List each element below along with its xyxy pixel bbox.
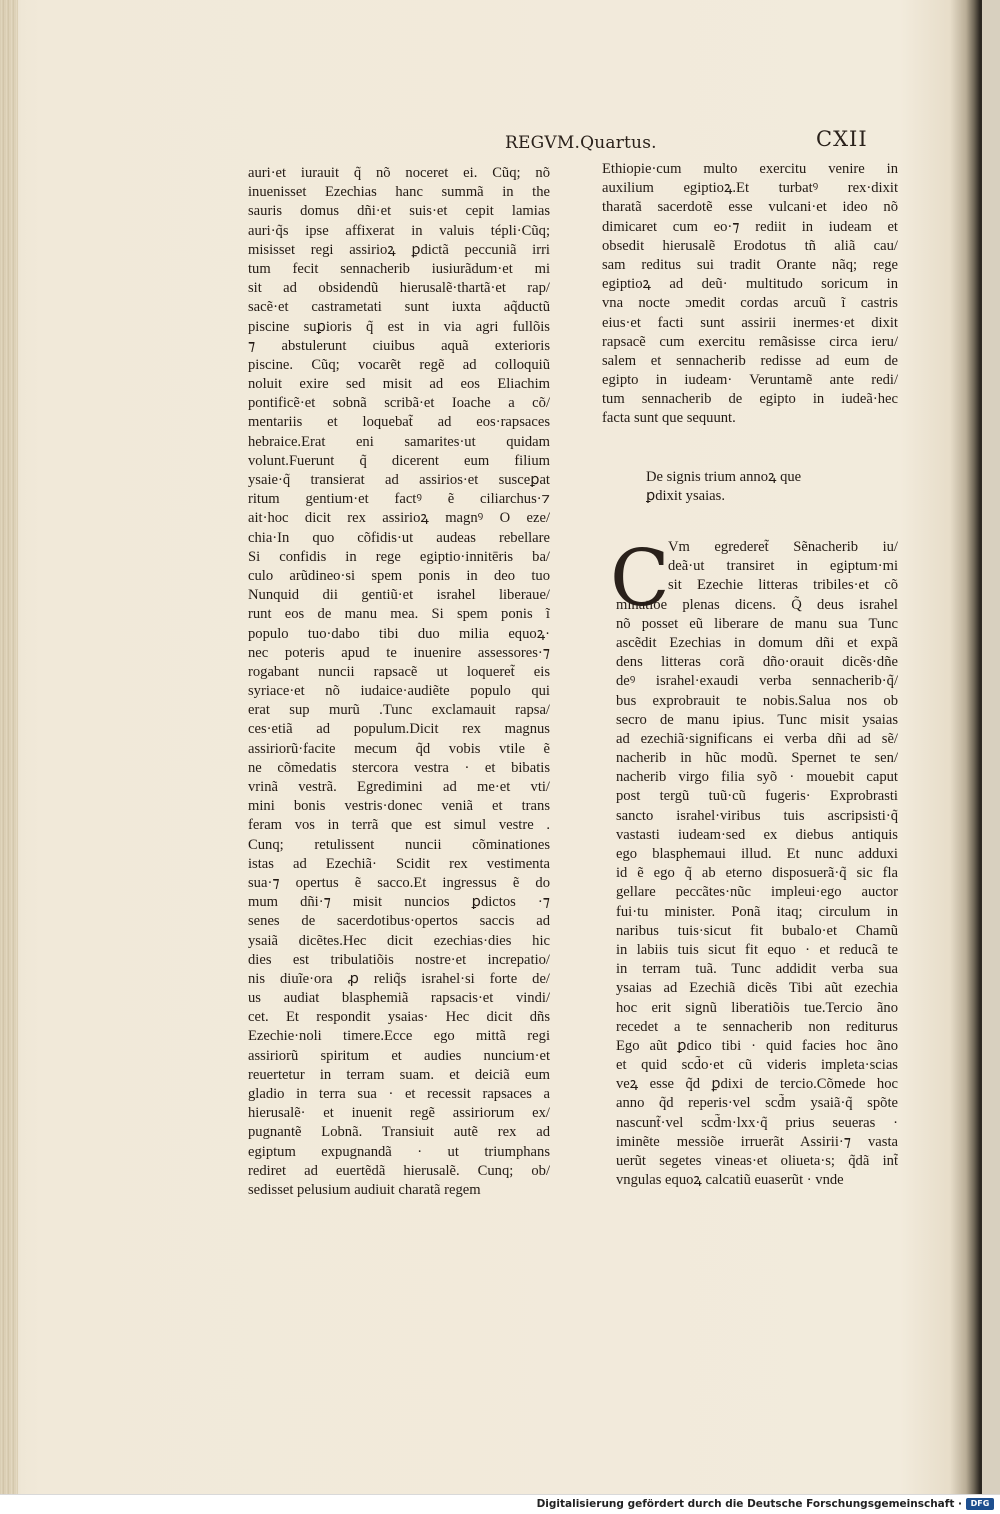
text-line: runt eos de manu mea. Si spem ponis ĩ	[248, 606, 550, 623]
text-line: ego blasphemaui illud. Et nunc adduxi	[616, 846, 898, 862]
text-line: sit ad obsidendũ hierusalẽ·thartã·et rap/	[248, 280, 550, 297]
text-line: ysaiã dicẽtes.Hec dicit ezechias·dies hic	[248, 932, 550, 949]
text-line: recedet a te sennacherib non rediturus	[616, 1018, 898, 1035]
text-line: obsedit hierusalẽ Erodotus tñ aliã cau/	[602, 237, 898, 254]
text-line: ritum gentium·et factꝰ ẽ ciliarchus·⁊	[248, 491, 550, 508]
text-line: sit Ezechie litteras tribiles·et cõ	[668, 577, 898, 594]
text-line: dens litteras corã dño·orauit dicẽs·dñe	[616, 654, 898, 671]
text-line: auxilium egiptioꝝ.Et turbatꝰ rex·dixit	[602, 180, 898, 197]
text-line: Nunquid dii gentiũ·et israhel liberaue/	[248, 587, 550, 604]
text-line: nacherib virgo filia syõ · mouebit caput	[616, 769, 898, 786]
text-line: reuertetur in terram suam. et deiciã eum	[248, 1066, 550, 1083]
text-line: sacẽ·et castrametati sunt iuxta aq̃ductũ	[248, 299, 550, 316]
text-line: deã·ut transiret in egiptum·mi	[668, 558, 898, 575]
text-line: Ethiopie·cum multo exercitu venire in	[602, 161, 898, 177]
footer-bar	[0, 1494, 1000, 1514]
page-edge-stack	[0, 0, 18, 1494]
text-line: mentariis et loquebat̃ ad eos·rapsaces	[248, 414, 550, 431]
text-line: ait·hoc dicit rex assirioꝝ magnꝰ O eze/	[248, 510, 550, 527]
text-line: erat sup murũ .Tunc exclamauit rapsa/	[248, 702, 550, 719]
text-line: feram vos in terrã que est simul vestre .	[248, 817, 550, 834]
text-line: nacherib in hũc modũ. Spernet te sen/	[616, 750, 898, 767]
running-title: REGVM.Quartus.	[505, 133, 657, 153]
text-line: inuenisset Ezechias hanc summã in the	[248, 184, 550, 201]
text-line: minatiõe plenas dicens. Q̃ deus israhel	[616, 596, 898, 613]
text-line: sedisset pelusium audiuit charatã regem	[248, 1181, 481, 1198]
text-line: Cunq; retulissent nuncii cõminationes	[248, 836, 550, 853]
text-line: in labiis tuis sicut fit equo · et reducã te	[616, 941, 898, 958]
text-line: assiriorũ·facite mecum q̃d vobis vtile ẽ	[248, 740, 550, 757]
text-line: uerũt segetes vineas·et oliueta·s; q̃dã int̃	[616, 1153, 898, 1169]
text-line: eius·et facti sunt assirii inermes·et dixit	[602, 314, 898, 331]
left-column	[248, 164, 550, 1200]
dfg-logo: DFG	[966, 1498, 994, 1510]
text-line: iminẽte messiõe irruerãt Assirii·⁊ vasta	[616, 1133, 898, 1150]
text-line: dies est tribulatiõis nostre·et increpatio/	[248, 951, 550, 968]
text-line: istas ad Ezechiã· Scidit rex vestimenta	[248, 855, 550, 872]
text-line: et quid scd̃o·et cũ videris impleta·scias	[616, 1057, 898, 1074]
text-line: auri·et iurauit q̃ nõ noceret ei. Cũq; nõ	[248, 165, 550, 181]
text-line: sam reditus sui tradit Orante nãq; rege	[602, 256, 898, 273]
text-line: gellare peccãtes·nũc impleui·ego auctor	[616, 884, 898, 901]
text-line: ascẽdit Ezechias in domum dñi et expã	[616, 634, 898, 651]
text-line: nõ posset eũ liberare de manu sua Tunc	[616, 615, 898, 632]
text-line: Ezechie·noli timere.Ecce ego mittã regi	[248, 1028, 550, 1045]
text-line: naribus tuis·sicut fit bubalo·et Chamũ	[616, 922, 898, 939]
text-line: senes de sacerdotibus·opertos saccis ad	[248, 913, 550, 930]
text-line: egiptum expugnandã · ut triumphans	[248, 1143, 550, 1160]
text-line: ꝑdixit ysaias.	[646, 488, 725, 505]
text-line: ysaie·q̃ transierat ad assirios·et susceꝑat	[248, 472, 550, 488]
text-line: nis diuĩe·ora ꝓ reliq̃s israhel·si forte de/	[248, 970, 550, 987]
text-line: rapsacẽ cum exercitu remãsisse circa ieru/	[602, 333, 898, 350]
text-line: Ego aũt ꝑdico tibi · quid facies hoc ãno	[616, 1037, 898, 1054]
text-line: noluit exire sed misit ad eos Eliachim	[248, 376, 550, 393]
text-line: fui·tu minister. Ponã itaq; circulum in	[616, 903, 898, 920]
text-line: cet. Et respondit ysaias· Hec dicit dñs	[248, 1009, 550, 1026]
text-line: syriace·et nõ iudaice·audiẽte populo qui	[248, 683, 550, 700]
text-line: sancto israhel·viribus tuis ascripsisti·q̃	[616, 807, 898, 824]
text-line: ⁊ abstulerunt ciuibus aquã exterioris	[248, 337, 550, 354]
funding-notice: Digitalisierung gefördert durch die Deutsche Forschungsgemeinschaft ·	[536, 1498, 962, 1510]
text-line: culo arũdineo·si spem ponis in deo tuo	[248, 567, 550, 584]
text-line: egiptioꝝ ad deũ· multitudo soricum in	[602, 276, 898, 293]
text-line: egipto in iudeam· Veruntamẽ ante redi/	[602, 372, 898, 389]
right-column-top	[602, 160, 898, 429]
text-line: ad ezechiã·significans ei verba dñi ad sẽ/	[616, 730, 898, 747]
right-column-body	[616, 538, 898, 1190]
text-line: pontificẽ·et sobnã scribã·et Ioache a cõ/	[248, 395, 550, 412]
text-line: us audiat blasphemiã rapsacis·et vindi/	[248, 990, 550, 1007]
text-line: vastasti iudeam·sed ex diebus antiquis	[616, 826, 898, 843]
text-line: sua·⁊ opertus ẽ sacco.Et ingressus ẽ do	[248, 874, 550, 891]
text-line: secro de manu ipius. Tunc misit ysaias	[616, 711, 898, 728]
text-line: ces·etiã ad populum.Dicit rex magnus	[248, 721, 550, 738]
text-line: hierusalẽ· et inuenit regẽ assiriorum ex/	[248, 1105, 550, 1122]
text-line: hoc erit signũ liberatiõis tue.Tercio ãno	[616, 999, 898, 1016]
text-line: tharatã sacerdotẽ esse vulcani·et ideo nõ	[602, 199, 898, 216]
text-line: auri·q̃s ipse affixerat in valuis tépli·Cũq;	[248, 222, 550, 239]
text-line: gladio in terra sua · et recessit rapsaces a	[248, 1086, 550, 1102]
text-line: deꝰ israhel·exaudi verba sennacherib·q̃/	[616, 673, 898, 690]
text-line: mini bonis vestris·donec veniã et trans	[248, 798, 550, 815]
text-line: dimicaret cum eo·⁊ rediit in iudeam et	[602, 218, 898, 235]
text-line: rediret ad euertẽdã hierusalẽ. Cunq; ob/	[248, 1162, 550, 1179]
text-line: post tergũ tuũ·cũ fugeris· Exprobrasti	[616, 788, 898, 805]
text-line: nec poteris apud te inuenire assessores·⁊	[248, 644, 550, 661]
text-line: misisset regi assirioꝝ ꝑdictã peccuniã irri	[248, 241, 550, 258]
text-line: assiriorũ spiritum et audies nuncium·et	[248, 1047, 550, 1064]
text-line: vngulas equoꝝ calcatiũ euaserũt · vnde	[616, 1172, 844, 1189]
text-line: vna nocte ɔmedit cordas arcuũ ĩ castris	[602, 295, 898, 312]
text-line: vrinã vestrã. Egredimini ad me·et vti/	[248, 779, 550, 795]
text-line: salem et sennacherib redisse ad eum de	[602, 352, 898, 369]
text-line: sauris domus dñi·et suis·et cepit lamias	[248, 203, 550, 220]
text-line: bus exprobrauit te nobis.Salua nos ob	[616, 692, 898, 709]
text-line: tum sennacherib de egipto in iudeã·hec	[602, 391, 898, 408]
text-line: veꝝ esse q̃d ꝑdixi de tercio.Cõmede hoc	[616, 1076, 898, 1093]
text-line: De signis trium annoꝝ que	[646, 469, 802, 485]
decorated-initial: C	[610, 534, 670, 624]
text-line: piscine suꝑioris q̃ est in via agri fullõis	[248, 318, 550, 335]
text-line: tum fecit sennacherib iusiurãdum·et mi	[248, 260, 550, 277]
text-line: Vm egrederet̃ Sẽnacherib iu/	[668, 539, 898, 555]
text-line: populo tuo·dabo tibi duo milia equoꝝ·	[248, 625, 550, 642]
text-line: chia·In quo cõfidis·ut audeas rebellare	[248, 529, 550, 546]
text-line: hebraice.Erat eni samarites·ut quidam	[248, 433, 550, 450]
text-line: mum dñi·⁊ misit nuncios ꝑdictos ·⁊	[248, 894, 550, 911]
text-line: ysaias ad Ezechiã dicẽs Tibi aũt ezechia	[616, 980, 898, 997]
text-line: Si confidis in rege egiptio·innitēris ba/	[248, 548, 550, 565]
chapter-heading	[646, 468, 866, 506]
text-line: in terram tuã. Tunc addidit verba sua	[616, 961, 898, 978]
text-line: anno q̃d reperis·vel scd̃m ysaiã·q̃ spõte	[616, 1095, 898, 1112]
text-line: ne cõmedatis stercora vestra · et bibatis	[248, 759, 550, 776]
text-line: pugnantẽ Lobnã. Transiuit autẽ rex ad	[248, 1124, 550, 1141]
text-line: volunt.Fuerunt q̃ dicerent eum filium	[248, 452, 550, 469]
text-line: facta sunt que sequunt.	[602, 410, 736, 427]
text-line: piscine. Cũq; vocarẽt regẽ ad colloquiũ	[248, 356, 550, 373]
adjacent-page-edge	[982, 0, 1000, 1494]
folio-number: CXII	[816, 127, 868, 151]
text-line: rogabant nuncii rapsacẽ ut loqueret̃ eis	[248, 663, 550, 680]
text-line: id ẽ ego q̃ ab eterno disposuerã·q̃ sic fla	[616, 865, 898, 882]
text-line: nascunt̃·vel scd̃m·lxx·q̃ prius seueras ·	[616, 1114, 898, 1131]
